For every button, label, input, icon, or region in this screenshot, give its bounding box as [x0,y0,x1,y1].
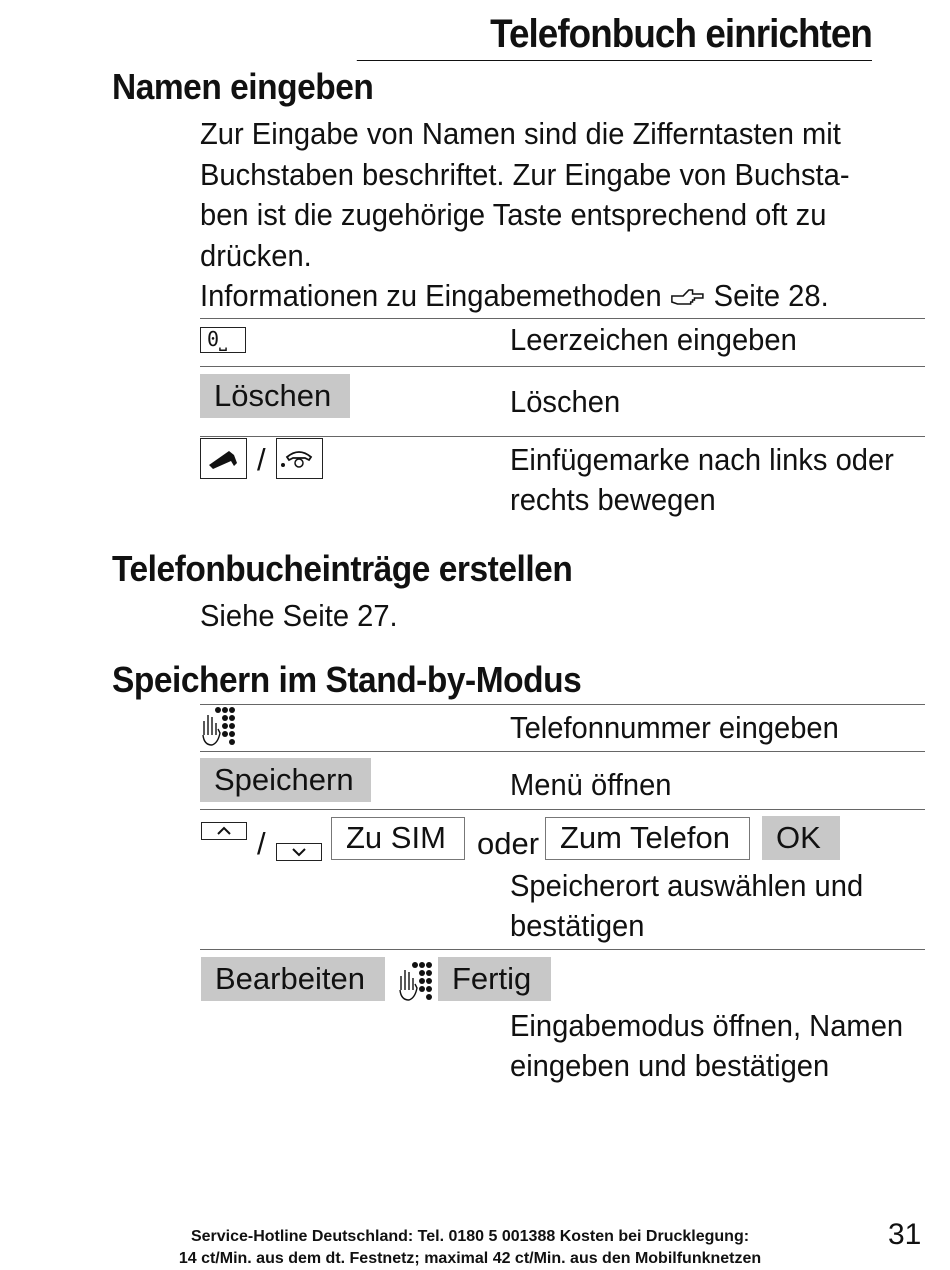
nav-up-key[interactable] [201,822,247,840]
intro-line: Zur Eingabe von Namen sind die Zifferntasten mit [200,116,841,151]
footer-line: 14 ct/Min. aus dem dt. Festnetz; maximal 42 ct/Min. aus den Mobilfunknetzen [178,1250,762,1267]
end-call-icon [277,439,321,477]
or-text: oder [477,826,540,861]
cursor-description [510,440,894,520]
pointing-hand-icon [670,286,706,308]
key-0-space[interactable]: 0⎵ [200,327,246,353]
end-key-right[interactable] [276,438,323,479]
to-sim-option[interactable]: Zu SIM [331,817,465,860]
keypad-hand-icon [397,960,433,1002]
space-description: Leerzeichen eingeben [510,322,797,357]
see-page-text: Siehe Seite 27. [200,598,398,633]
footer-hotline [150,1226,790,1270]
location-description [510,866,863,946]
page-number: 31 [888,1218,922,1251]
section-heading-standby-save: Speichern im Stand-by-Modus [112,659,582,700]
done-softkey[interactable]: Fertig [438,957,551,1001]
intro-line: Buchstaben beschriftet. Zur Eingabe von Buchsta- [200,156,850,192]
call-key-left[interactable] [200,438,247,479]
divider [200,318,925,319]
edit-description-line: eingeben und bestätigen [510,1048,830,1083]
divider [200,436,925,437]
intro-line: ben ist die zugehörige Taste entsprechend oft zu [200,197,827,232]
slash-separator: / [257,826,266,861]
slash-separator: / [257,442,266,477]
info-suffix: Seite 28. [713,278,829,313]
divider [200,809,925,810]
save-description: Menü öffnen [510,767,672,802]
edit-description-line: Eingabemodus öffnen, Namen [510,1008,904,1043]
intro-paragraph [200,114,867,317]
cursor-description-line: rechts bewegen [510,482,716,517]
chevron-down-icon [277,844,321,860]
location-description-line: bestätigen [510,908,645,943]
info-prefix: Informationen zu Eingabemethoden [200,278,662,313]
edit-description [510,1006,903,1086]
section-heading-names: Namen eingeben [112,66,374,107]
intro-line: drücken. [200,237,312,273]
ok-softkey[interactable]: OK [762,816,840,860]
chevron-up-icon [202,823,246,839]
footer-line: Service-Hotline Deutschland: Tel. 0180 5 001388 Kosten bei Drucklegung: [190,1228,750,1245]
delete-softkey[interactable]: Löschen [200,374,350,418]
keypad-hand-icon [200,705,236,747]
to-phone-option[interactable]: Zum Telefon [545,817,750,860]
location-description-line: Speicherort auswählen und [510,868,864,903]
info-line [200,276,867,317]
divider [200,366,925,367]
edit-softkey[interactable]: Bearbeiten [201,957,385,1001]
nav-down-key[interactable] [276,843,322,861]
number-description: Telefonnummer eingeben [510,710,839,745]
page-title: Telefonbuch einrichten [357,8,872,61]
save-softkey[interactable]: Speichern [200,758,371,802]
phone-handset-icon [201,439,245,477]
divider [200,751,925,752]
divider [200,704,925,705]
cursor-description-line: Einfügemarke nach links oder [510,442,894,477]
delete-description: Löschen [510,384,621,419]
divider [200,949,925,950]
section-heading-create-entries: Telefonbucheinträge erstellen [112,548,573,589]
